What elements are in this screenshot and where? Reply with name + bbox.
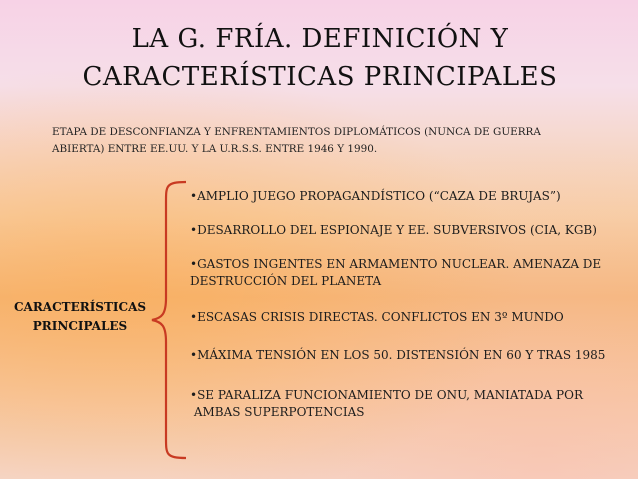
list-item-line-2: AMBAS SUPERPOTENCIAS xyxy=(190,405,365,419)
characteristics-label-line-2: PRINCIPALES xyxy=(32,319,128,333)
definition-text xyxy=(52,124,592,158)
list-item xyxy=(190,347,630,364)
characteristics-label xyxy=(2,298,158,336)
curly-brace xyxy=(150,180,190,460)
list-item-line-1: •AMPLIO JUEGO PROPAGANDÍSTICO (“CAZA DE BRUJAS”) xyxy=(190,189,561,203)
list-item-line-2: DESTRUCCIÓN DEL PLANETA xyxy=(190,274,382,288)
curly-brace-path xyxy=(152,182,186,458)
list-item-line-1: •SE PARALIZA FUNCIONAMIENTO DE ONU, MANIATADA POR xyxy=(190,388,583,402)
definition-line-2: ABIERTA) ENTRE EE.UU. Y LA U.R.S.S. ENTRE 1946 Y 1990. xyxy=(52,143,378,155)
list-item-line-1: •GASTOS INGENTES EN ARMAMENTO NUCLEAR. AMENAZA DE xyxy=(190,257,602,271)
list-item-line-1: •DESARROLLO DEL ESPIONAJE Y EE. SUBVERSIVOS (CIA, KGB) xyxy=(190,223,597,237)
definition-line-1: ETAPA DE DESCONFIANZA Y ENFRENTAMIENTOS DIPLOMÁTICOS (NUNCA DE GUERRA xyxy=(52,126,541,138)
list-item xyxy=(190,309,630,326)
list-item xyxy=(190,188,630,205)
list-item-line-1: •ESCASAS CRISIS DIRECTAS. CONFLICTOS EN 3º MUNDO xyxy=(190,310,564,324)
slide-title xyxy=(40,20,600,96)
title-line-2: CARACTERÍSTICAS PRINCIPALES xyxy=(82,62,558,92)
title-line-1: LA G. FRÍA. DEFINICIÓN Y xyxy=(131,24,509,54)
list-item xyxy=(190,222,630,239)
list-item xyxy=(190,387,630,421)
list-item-line-1: •MÁXIMA TENSIÓN EN LOS 50. DISTENSIÓN EN 60 Y TRAS 1985 xyxy=(190,348,606,362)
list-item xyxy=(190,256,630,290)
characteristics-label-line-1: CARACTERÍSTICAS xyxy=(13,300,147,314)
